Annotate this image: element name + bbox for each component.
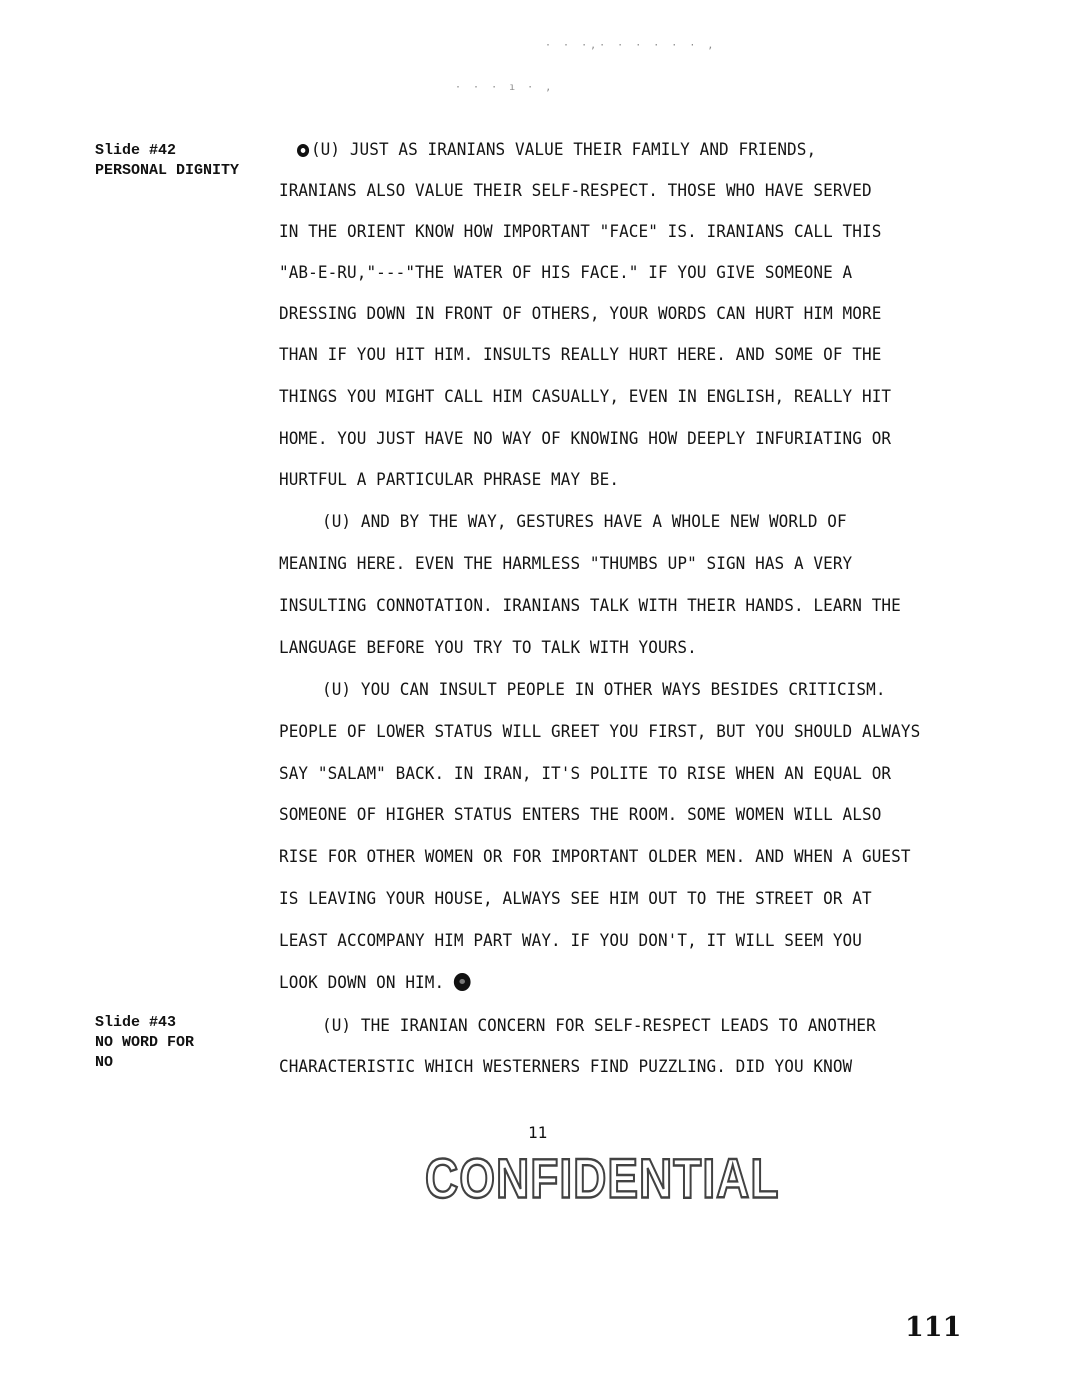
slide-42-note xyxy=(95,141,239,181)
text-line: CHARACTERISTIC WHICH WESTERNERS FIND PUZZLING. DID YOU KNOW xyxy=(279,1057,853,1077)
text-line: RISE FOR OTHER WOMEN OR FOR IMPORTANT OLDER MEN. AND WHEN A GUEST xyxy=(279,847,911,867)
text-line: PEOPLE OF LOWER STATUS WILL GREET YOU FIRST, BUT YOU SHOULD ALWAYS xyxy=(279,722,921,742)
text-line: (U) THE IRANIAN CONCERN FOR SELF-RESPECT LEADS TO ANOTHER xyxy=(322,1016,876,1036)
slide-number: Slide #43 xyxy=(95,1014,177,1031)
text-line: (U) YOU CAN INSULT PEOPLE IN OTHER WAYS BESIDES CRITICISM. xyxy=(322,680,886,700)
text-line: SAY "SALAM" BACK. IN IRAN, IT'S POLITE TO RISE WHEN AN EQUAL OR xyxy=(279,764,892,784)
slide-title: PERSONAL DIGNITY xyxy=(95,162,240,179)
slide-title: NO xyxy=(95,1054,114,1071)
text-line: IRANIANS ALSO VALUE THEIR SELF-RESPECT. THOSE WHO HAVE SERVED xyxy=(279,181,872,201)
text-line: IN THE ORIENT KNOW HOW IMPORTANT "FACE" IS. IRANIANS CALL THIS xyxy=(279,222,882,242)
text-line: IS LEAVING YOUR HOUSE, ALWAYS SEE HIM OUT TO THE STREET OR AT xyxy=(279,889,872,909)
scan-specks: · · · ı · , xyxy=(455,82,555,93)
filled-circle-icon xyxy=(453,973,470,991)
text-line: THAN IF YOU HIT HIM. INSULTS REALLY HURT HERE. AND SOME OF THE xyxy=(279,345,882,365)
text-line: HURTFUL A PARTICULAR PHRASE MAY BE. xyxy=(279,470,620,490)
text-line: LANGUAGE BEFORE YOU TRY TO TALK WITH YOURS. xyxy=(279,638,697,658)
text-line: (U) JUST AS IRANIANS VALUE THEIR FAMILY AND FRIENDS, xyxy=(297,140,816,160)
text-line: HOME. YOU JUST HAVE NO WAY OF KNOWING HOW DEEPLY INFURIATING OR xyxy=(279,429,892,449)
classification-stamp: CONFIDENTIAL xyxy=(425,1147,780,1210)
scan-specks: · · ·,· · · · · · , xyxy=(545,40,717,51)
text-line: DRESSING DOWN IN FRONT OF OTHERS, YOUR WORDS CAN HURT HIM MORE xyxy=(279,304,882,324)
page-number: 11 xyxy=(528,1123,548,1142)
text-line: MEANING HERE. EVEN THE HARMLESS "THUMBS UP" SIGN HAS A VERY xyxy=(279,554,853,574)
text-line: LEAST ACCOMPANY HIM PART WAY. IF YOU DON'T, IT WILL SEEM YOU xyxy=(279,931,862,951)
folio-number: 111 xyxy=(905,1312,962,1343)
slide-title: NO WORD FOR xyxy=(95,1034,195,1051)
text-line: INSULTING CONNOTATION. IRANIANS TALK WITH THEIR HANDS. LEARN THE xyxy=(279,596,901,616)
text-line: LOOK DOWN ON HIM. xyxy=(279,973,470,993)
slide-43-note xyxy=(95,1013,194,1073)
text-line: THINGS YOU MIGHT CALL HIM CASUALLY, EVEN IN ENGLISH, REALLY HIT xyxy=(279,387,892,407)
text-line: (U) AND BY THE WAY, GESTURES HAVE A WHOLE NEW WORLD OF xyxy=(322,512,847,532)
slide-number: Slide #42 xyxy=(95,142,177,159)
open-circle-icon xyxy=(297,144,309,157)
text-line: "AB-E-RU,"---"THE WATER OF HIS FACE." IF YOU GIVE SOMEONE A xyxy=(279,263,853,283)
text-line: SOMEONE OF HIGHER STATUS ENTERS THE ROOM. SOME WOMEN WILL ALSO xyxy=(279,805,882,825)
